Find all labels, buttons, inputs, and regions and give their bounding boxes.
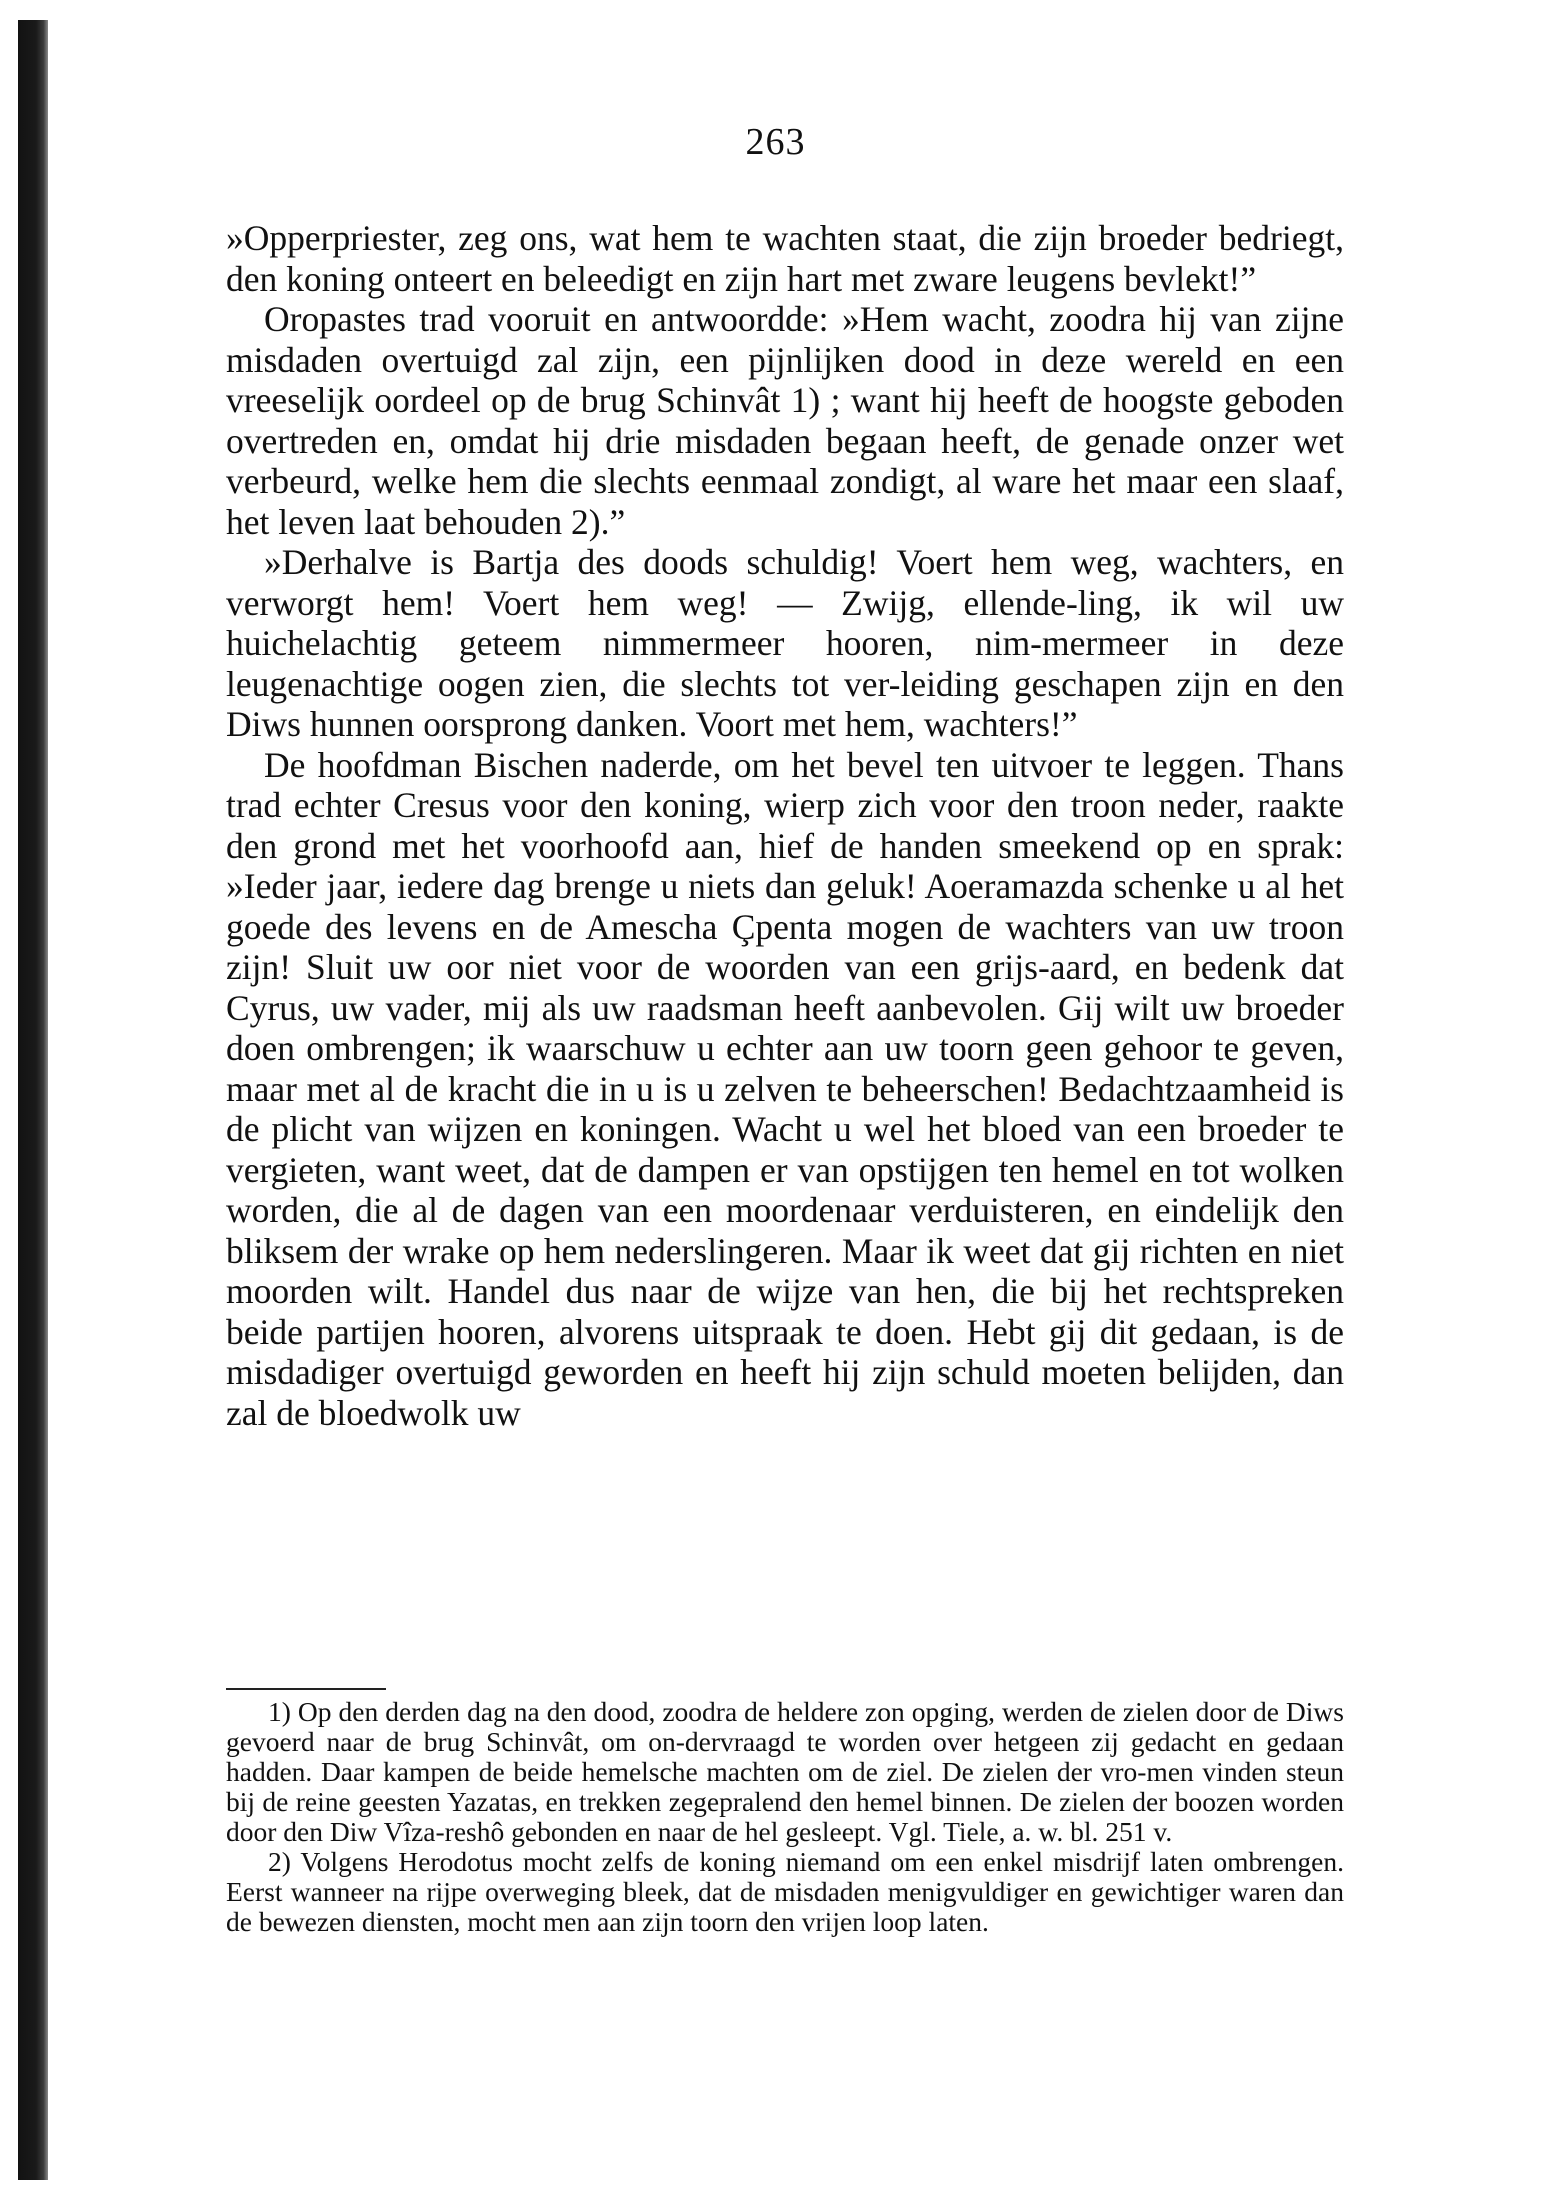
footnote: 1) Op den derden dag na den dood, zoodra de heldere zon opging, werden de zielen door de Diws gevoerd naar de brug Schinvât, om on-dervraagd te worden over hetgeen zij gedacht en gedaan hadden. Daar kampen de beide hemelsche machten om de ziel. De zielen der vro-men vinden steun bij de reine geesten Yazatas, en trekken zegepralend den hemel binnen. De zielen der boozen worden door den Diw Vîza-reshô gebonden en naar de hel gesleept. Vgl. Tiele, a. w. bl. 251 v. (226, 1696, 1344, 1847)
footnotes (226, 1697, 1344, 1937)
footnote: 2) Volgens Herodotus mocht zelfs de koning niemand om een enkel misdrijf laten ombrengen. Eerst wanneer na rijpe overweging bleek, dat de misdaden menigvuldiger en gewichtiger waren dan de bewezen diensten, mocht men aan zijn toorn den vrijen loop laten. (226, 1846, 1344, 1937)
paragraph: »Opperpriester, zeg ons, wat hem te wachten staat, die zijn broeder bedriegt, den koning onteert en beleedigt en zijn hart met zware leugens bevlekt!” (226, 218, 1344, 299)
book-binding-edge (18, 20, 48, 2180)
page-number: 263 (745, 121, 806, 163)
paragraph: De hoofdman Bischen naderde, om het bevel ten uitvoer te leggen. Thans trad echter Cresus voor den koning, wierp zich voor den troon neder, raakte den grond met het voorhoofd aan, hief de handen smeekend op en sprak: »Ieder jaar, iedere dag brenge u niets dan geluk! Aoeramazda schenke u al het goede des levens en de Amescha Çpenta mogen de wachters van uw troon zijn! Sluit uw oor niet voor de woorden van een grijs-aard, en bedenk dat Cyrus, uw vader, mij als uw raadsman heeft aanbevolen. Gij wilt uw broeder doen ombrengen; ik waarschuw u echter aan uw toorn geen gehoor te geven, maar met al de kracht die in u is u zelven te beheerschen! Bedachtzaamheid is de plicht van wijzen en koningen. Wacht u wel het bloed van een broeder te vergieten, want weet, dat de dampen er van opstijgen ten hemel en tot wolken worden, die al de dagen van een moordenaar verduisteren, en eindelijk den bliksem der wrake op hem nederslingeren. Maar ik weet dat gij richten en niet moorden wilt. Handel dus naar de wijze van hen, die bij het rechtspreken beide partijen hooren, alvorens uitspraak te doen. Hebt gij dit gedaan, is de misdadiger overtuigd geworden en heeft hij zijn schuld moeten belijden, dan zal de bloedwolk uw (226, 744, 1344, 1433)
footnote-divider (226, 1688, 386, 1690)
paragraph: Oropastes trad vooruit en antwoordde: »Hem wacht, zoodra hij van zijne misdaden overtuigd zal zijn, een pijnlijken dood in deze wereld en een vreeselijk oordeel op de brug Schinvât 1) ; want hij heeft de hoogste geboden overtreden en, omdat hij drie misdaden begaan heeft, de genade onzer wet verbeurd, welke hem die slechts eenmaal zondigt, al ware het maar een slaaf, het leven laat behouden 2).” (226, 299, 1344, 542)
paragraph: »Derhalve is Bartja des doods schuldig! Voert hem weg, wachters, en verworgt hem! Voert hem weg! — Zwijg, ellende-ling, ik wil uw huichelachtig geteem nimmermeer hooren, nim-mermeer in deze leugenachtige oogen zien, die slechts tot ver-leiding geschapen zijn en den Diws hunnen oorsprong danken. Voort met hem, wachters!” (226, 542, 1344, 744)
body-text (226, 218, 1344, 1433)
